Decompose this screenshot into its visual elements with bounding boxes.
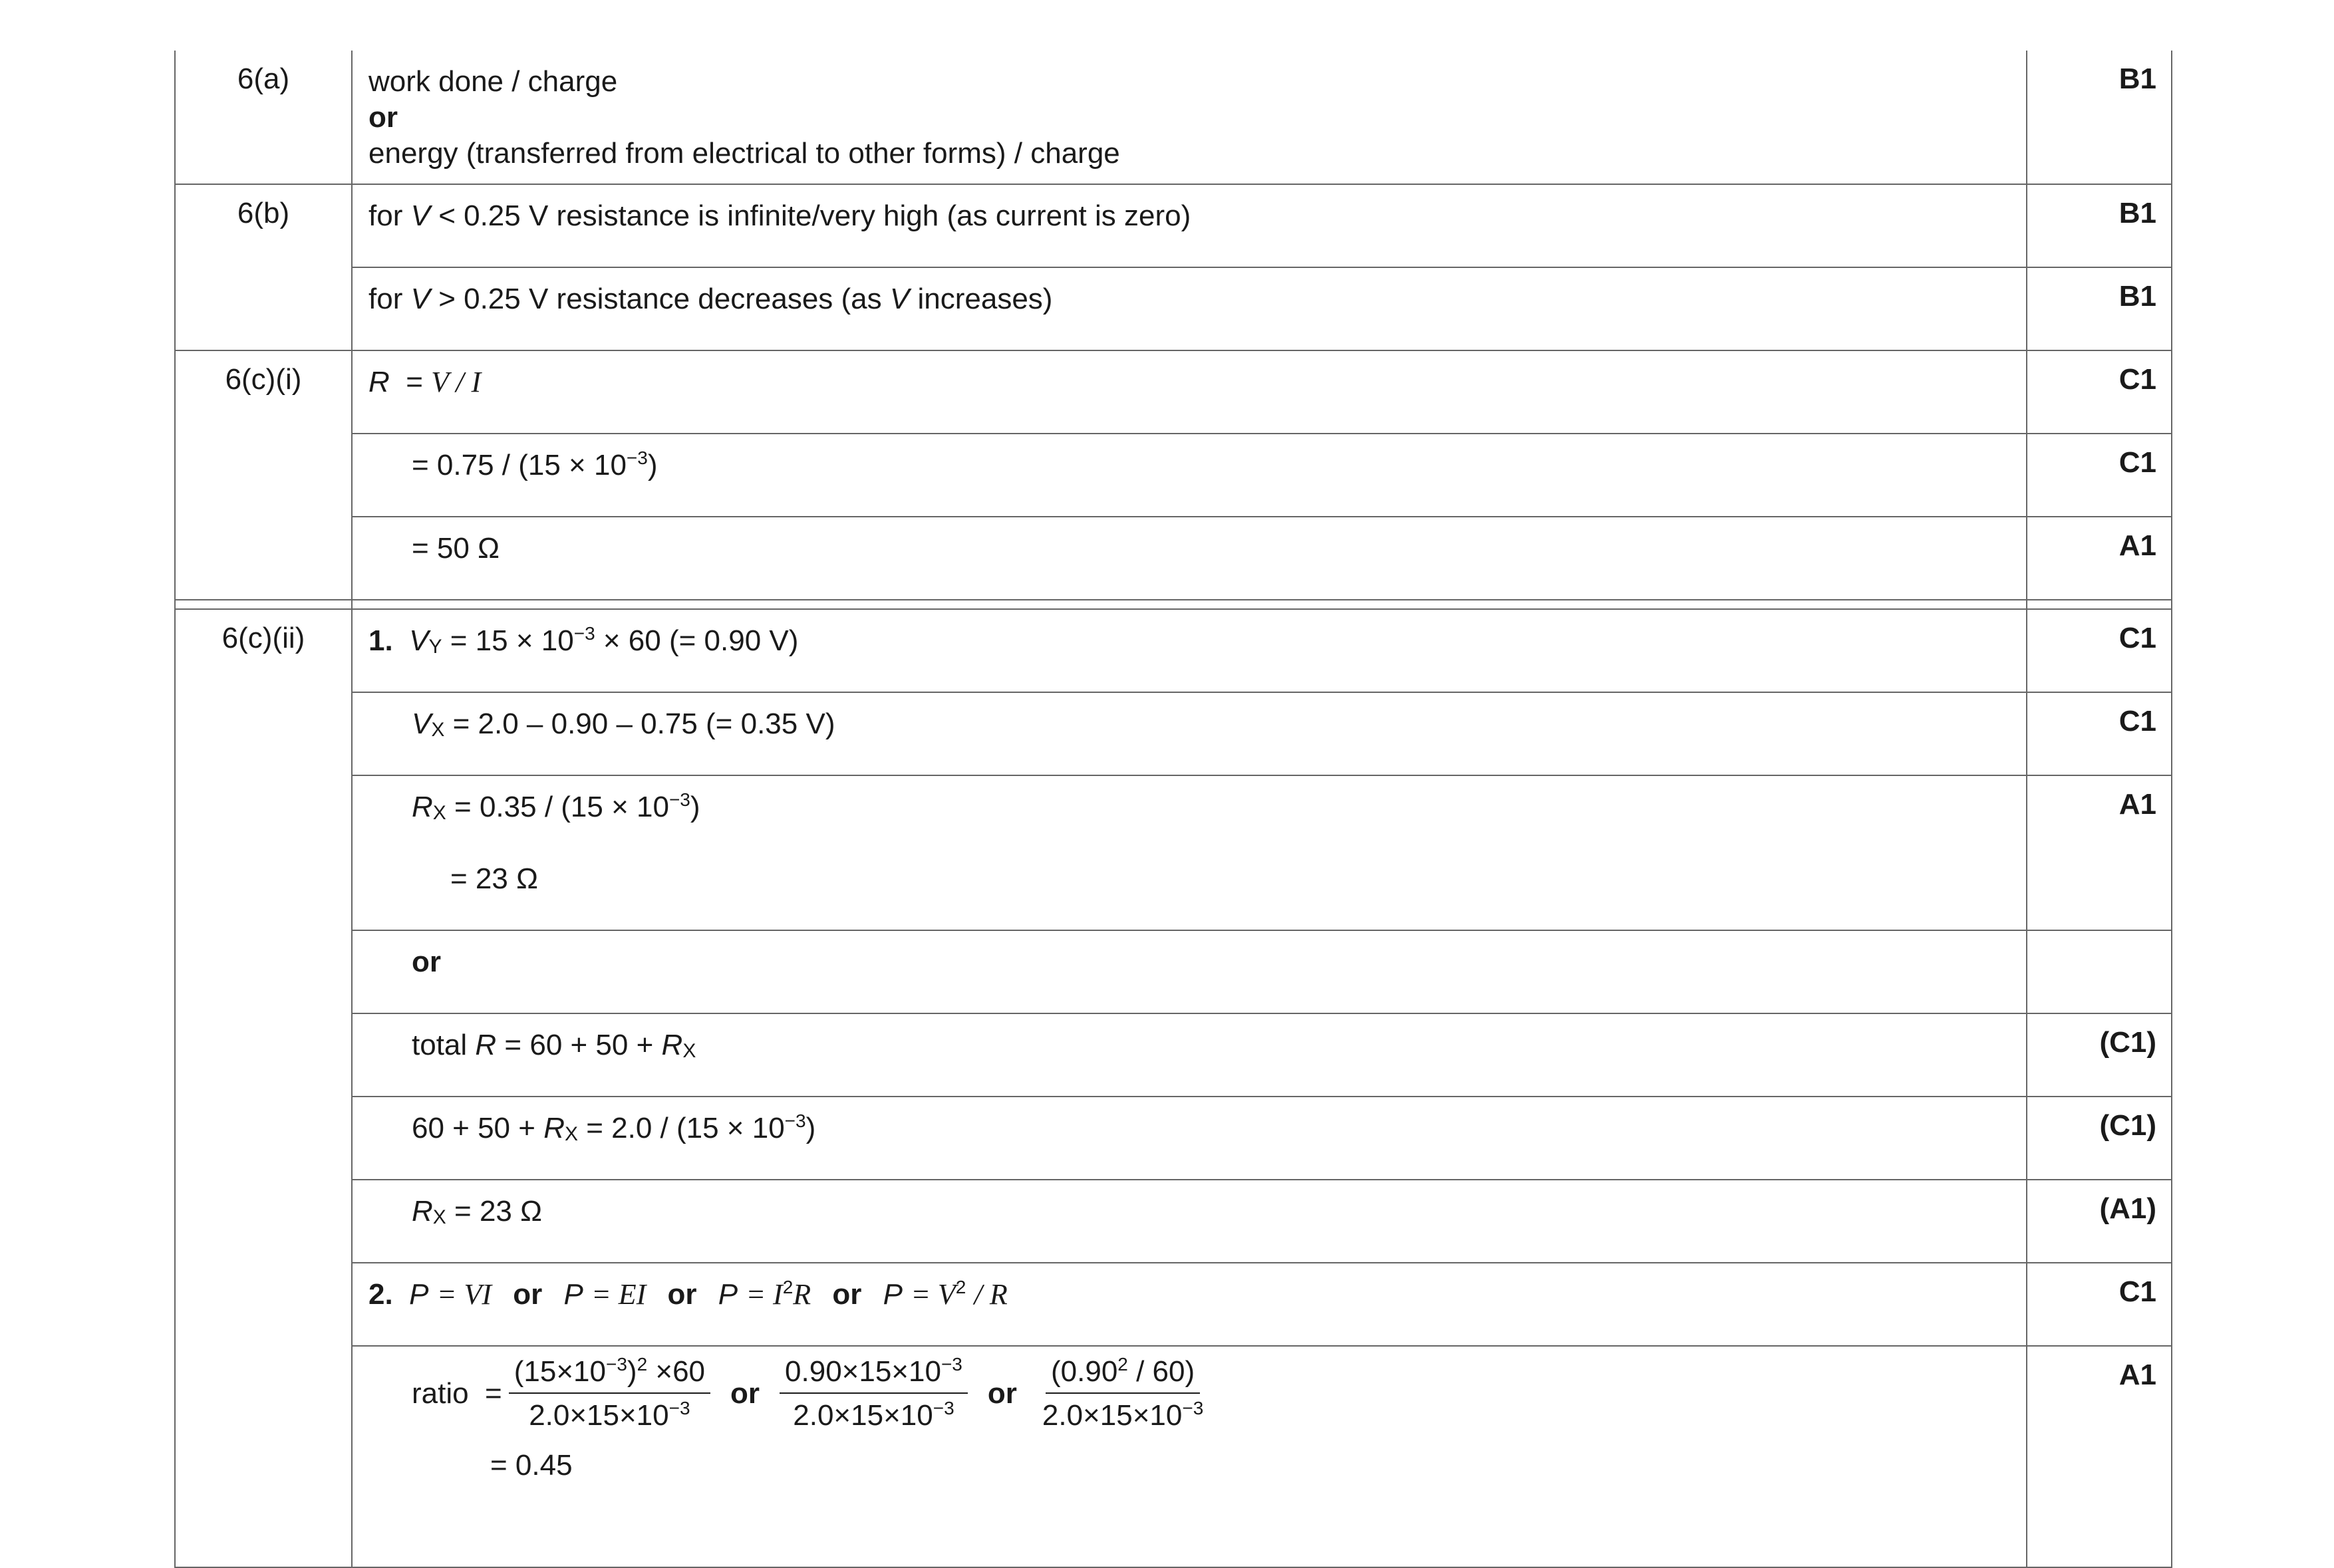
answer-cell <box>352 350 2027 434</box>
exponent: 2 <box>782 1277 794 1297</box>
formula: = V <box>911 1278 956 1311</box>
answer-cell <box>352 1180 2027 1263</box>
variable: R <box>368 366 390 398</box>
mark: B1 <box>2027 267 2172 350</box>
table-row <box>175 350 2172 434</box>
answer-line: work done / charge <box>368 65 618 98</box>
question-number: 6(a) <box>175 51 352 184</box>
subscript: Y <box>428 636 442 658</box>
formula: = I <box>746 1278 783 1311</box>
fraction <box>1037 1355 1209 1432</box>
text: ) <box>805 1112 816 1144</box>
table-row <box>175 1013 2172 1097</box>
variable: R <box>543 1112 565 1144</box>
mark <box>2027 930 2172 1013</box>
table-row <box>175 1097 2172 1180</box>
section-separator <box>175 600 2172 609</box>
answer-line: energy (transferred from electrical to other forms) / charge <box>368 137 1120 170</box>
fraction <box>780 1355 968 1432</box>
answer-cell <box>352 1097 2027 1180</box>
table-row <box>175 184 2172 267</box>
answer-cell <box>352 775 2027 930</box>
mark: A1 <box>2027 517 2172 600</box>
text: (0.90 <box>1051 1355 1118 1388</box>
table-row <box>175 1346 2172 1567</box>
text: ) <box>690 791 700 823</box>
exponent: −3 <box>933 1398 954 1418</box>
variable: R <box>661 1029 683 1061</box>
text: for <box>368 199 403 232</box>
table-row <box>175 51 2172 184</box>
table-row <box>175 692 2172 775</box>
subscript: X <box>682 1040 696 1062</box>
formula: / R <box>974 1278 1008 1311</box>
variable: V <box>889 283 910 315</box>
mark: (C1) <box>2027 1097 2172 1180</box>
text: > 0.25 V resistance decreases (as <box>438 283 882 315</box>
variable: P <box>409 1278 429 1311</box>
mark: C1 <box>2027 692 2172 775</box>
table-row <box>175 434 2172 517</box>
answer-cell <box>352 51 2027 184</box>
text: ) <box>627 1355 637 1388</box>
variable: R <box>412 791 433 823</box>
mark: (C1) <box>2027 1013 2172 1097</box>
text: 0.90×15×10 <box>785 1355 941 1388</box>
subscript: X <box>432 802 446 824</box>
variable: P <box>718 1278 738 1311</box>
fraction <box>509 1355 710 1432</box>
formula: = VI <box>436 1278 492 1311</box>
text: 2.0×15×10 <box>793 1399 933 1432</box>
part-number: 2. <box>368 1278 393 1311</box>
subscript: X <box>431 719 445 741</box>
variable: V <box>412 708 432 740</box>
variable: V <box>410 199 430 232</box>
exponent: −3 <box>668 1398 690 1418</box>
answer-cell <box>352 517 2027 600</box>
text: total <box>412 1029 468 1061</box>
exponent: −3 <box>605 1354 627 1374</box>
answer-cell <box>352 609 2027 692</box>
mark: B1 <box>2027 51 2172 184</box>
text: (15×10 <box>513 1355 606 1388</box>
formula: R <box>793 1278 811 1311</box>
equals: = <box>406 366 423 398</box>
answer-cell <box>352 930 2027 1013</box>
formula: = EI <box>591 1278 647 1311</box>
subscript: X <box>432 1206 446 1228</box>
exponent: −3 <box>573 623 595 644</box>
mark: B1 <box>2027 184 2172 267</box>
table-row <box>175 1263 2172 1346</box>
result: = 0.45 <box>490 1449 573 1482</box>
text: ) <box>647 449 658 481</box>
mark: C1 <box>2027 609 2172 692</box>
table-row <box>175 930 2172 1013</box>
or-label: or <box>832 1278 862 1311</box>
text: = 23 Ω <box>450 862 538 895</box>
answer-cell <box>352 434 2027 517</box>
answer-cell <box>352 184 2027 267</box>
or-label: or <box>513 1278 543 1311</box>
question-number: 6(b) <box>175 184 352 350</box>
mark: (A1) <box>2027 1180 2172 1263</box>
exponent: −3 <box>668 789 690 810</box>
answer-cell <box>352 692 2027 775</box>
exponent: 2 <box>1117 1354 1128 1374</box>
ratio-expression <box>412 1351 2026 1437</box>
equals: = <box>485 1377 502 1410</box>
text: = 50 Ω <box>412 532 500 565</box>
table-row <box>175 1180 2172 1263</box>
or-label: or <box>368 101 398 134</box>
mark: A1 <box>2027 775 2172 930</box>
text: increases) <box>917 283 1053 315</box>
text: 2.0×15×10 <box>529 1399 669 1432</box>
exponent: −3 <box>626 448 648 468</box>
exponent: 2 <box>637 1354 648 1374</box>
text: = 2.0 / (15 × 10 <box>586 1112 785 1144</box>
table-row <box>175 775 2172 930</box>
variable: P <box>563 1278 583 1311</box>
text: 2.0×15×10 <box>1042 1399 1183 1432</box>
variable: R <box>412 1195 433 1228</box>
text: = 2.0 – 0.90 – 0.75 (= 0.35 V) <box>452 708 835 740</box>
question-number: 6(c)(i) <box>175 350 352 600</box>
variable: V <box>409 624 429 657</box>
mark: A1 <box>2027 1346 2172 1567</box>
variable: V <box>410 283 430 315</box>
table-row <box>175 609 2172 692</box>
part-number: 1. <box>368 624 393 657</box>
formula: V / I <box>431 366 482 398</box>
answer-cell <box>352 1263 2027 1346</box>
answer-cell <box>352 1013 2027 1097</box>
table-row <box>175 517 2172 600</box>
text: = 23 Ω <box>454 1195 543 1228</box>
table-row <box>175 267 2172 350</box>
ratio-label: ratio <box>412 1377 469 1410</box>
text: / 60) <box>1136 1355 1195 1388</box>
exponent: 2 <box>955 1277 966 1297</box>
text: = 0.35 / (15 × 10 <box>454 791 669 823</box>
exponent: −3 <box>941 1354 962 1374</box>
subscript: X <box>564 1123 578 1145</box>
text: × 60 (= 0.90 V) <box>603 624 799 657</box>
or-label: or <box>412 946 441 978</box>
text: for <box>368 283 403 315</box>
mark-scheme-table <box>174 51 2172 1568</box>
or-label: or <box>987 1377 1017 1410</box>
text: = 15 × 10 <box>450 624 574 657</box>
answer-cell <box>352 267 2027 350</box>
mark: C1 <box>2027 350 2172 434</box>
or-label: or <box>730 1377 760 1410</box>
or-label: or <box>667 1278 697 1311</box>
question-number: 6(c)(ii) <box>175 609 352 1567</box>
text: = 0.75 / (15 × 10 <box>412 449 627 481</box>
variable: P <box>883 1278 903 1311</box>
text: < 0.25 V resistance is infinite/very high (as current is zero) <box>438 199 1191 232</box>
exponent: −3 <box>1182 1398 1204 1418</box>
variable: R <box>475 1029 497 1061</box>
text: 60 + 50 + <box>412 1112 535 1144</box>
text: = 60 + 50 + <box>504 1029 654 1061</box>
mark: C1 <box>2027 434 2172 517</box>
exponent: −3 <box>784 1111 806 1131</box>
mark: C1 <box>2027 1263 2172 1346</box>
text: ×60 <box>655 1355 706 1388</box>
answer-cell <box>352 1346 2027 1567</box>
